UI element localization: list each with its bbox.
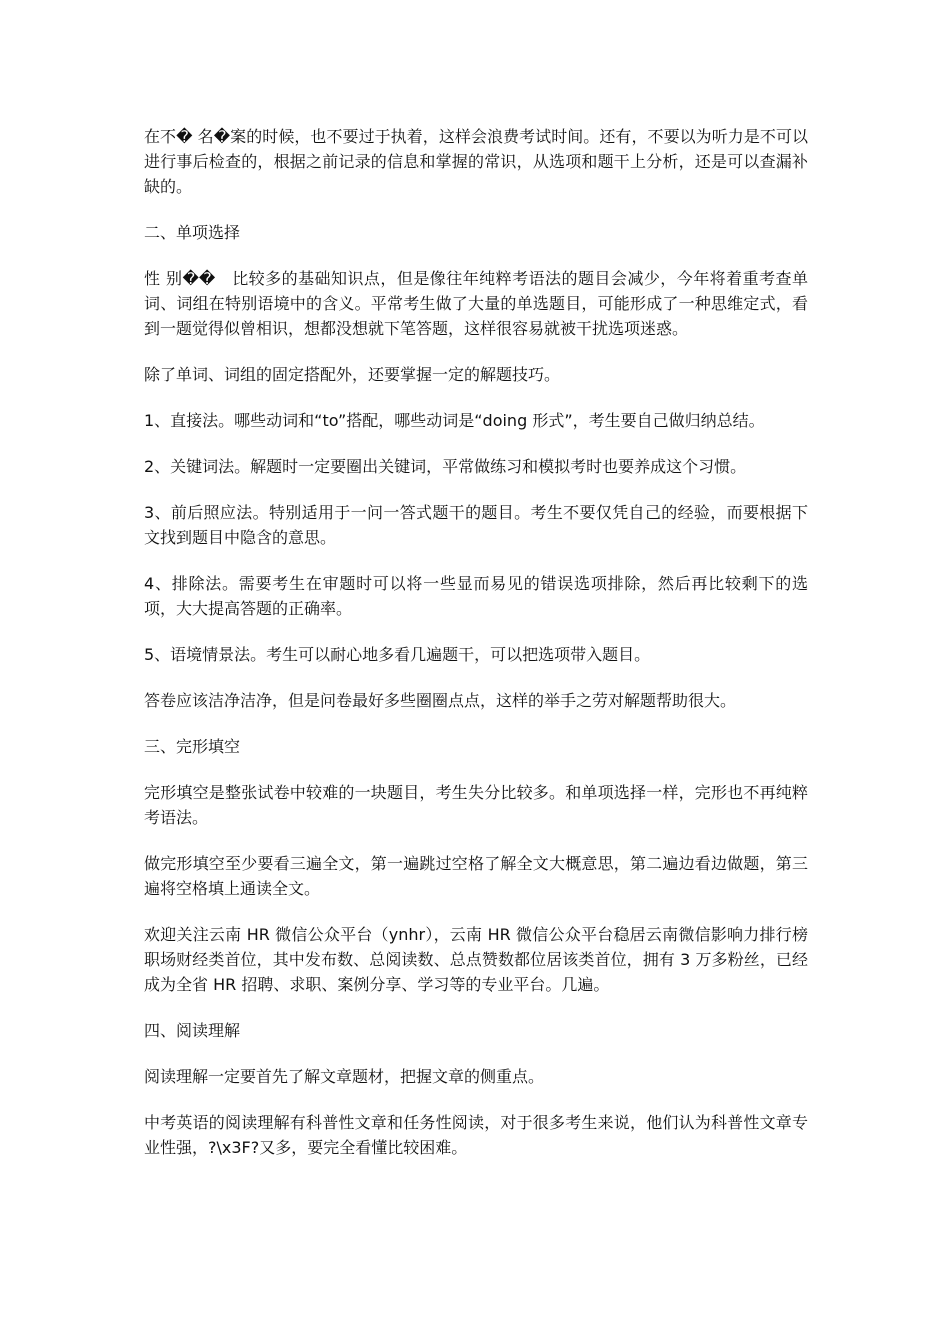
document-page xyxy=(144,124,808,1181)
paragraph-cloze-intro: 完形填空是整张试卷中较难的一块题目，考生失分比较多。和单项选择一样，完形也不再纯粹考语法。 xyxy=(144,783,808,827)
paragraph-technique-5: 5、语境情景法。考生可以耐心地多看几遍题干，可以把选项带入题目。 xyxy=(144,645,651,664)
paragraph-answer-sheet-tip: 答卷应该洁净洁净，但是问卷最好多些圈圈点点，这样的举手之劳对解题帮助很大。 xyxy=(144,691,737,710)
heading-single-choice: 二、单项选择 xyxy=(144,223,241,242)
paragraph-technique-3: 3、前后照应法。特别适用于一问一答式题干的题目。考生不要仅凭自己的经验，而要根据下文找到题目中隐含的意思。 xyxy=(144,503,808,547)
paragraph-technique-2: 2、关键词法。解题时一定要圈出关键词，平常做练习和模拟考时也要养成这个习惯。 xyxy=(144,457,747,476)
paragraph-reading-types: 中考英语的阅读理解有科普性文章和任务性阅读，对于很多考生来说，他们认为科普性文章专业性强，?\x3F?又多，要完全看懂比较困难。 xyxy=(144,1113,808,1157)
paragraph-listening-check: 在不� 名�案的时候，也不要过于执着，这样会浪费考试时间。还有，不要以为听力是不可以进行事后检查的，根据之前记录的信息和掌握的常识，从选项和题干上分析，还是可以查漏补缺的。 xyxy=(144,127,808,196)
paragraph-technique-1: 1、直接法。哪些动词和“to”搭配，哪些动词是“doing 形式”，考生要自己做归纳总结。 xyxy=(144,411,765,430)
paragraph-single-choice-intro: 性 别�� 比较多的基础知识点，但是像往年纯粹考语法的题目会减少，今年将着重考查单词、词组在特别语境中的含义。平常考生做了大量的单选题目，可能形成了一种思维定式，看到一题觉得似曾相识，想都没想就下笔答题，这样很容易就被干扰选项迷惑。 xyxy=(144,269,808,338)
paragraph-technique-4: 4、排除法。需要考生在审题时可以将一些显而易见的错误选项排除，然后再比较剩下的选项，大大提高答题的正确率。 xyxy=(144,574,808,618)
paragraph-ynhr-promo: 欢迎关注云南 HR 微信公众平台（ynhr），云南 HR 微信公众平台稳居云南微信影响力排行榜职场财经类首位，其中发布数、总阅读数、总点赞数都位居该类首位，拥有 3 万多粉丝，已经成为全省 HR 招聘、求职、案例分享、学习等的专业平台。几遍。 xyxy=(144,925,808,994)
heading-reading: 四、阅读理解 xyxy=(144,1021,241,1040)
paragraph-reading-intro: 阅读理解一定要首先了解文章题材，把握文章的侧重点。 xyxy=(144,1067,545,1086)
heading-cloze: 三、完形填空 xyxy=(144,737,241,756)
paragraph-cloze-method: 做完形填空至少要看三遍全文，第一遍跳过空格了解全文大概意思，第二遍边看边做题，第三遍将空格填上通读全文。 xyxy=(144,854,808,898)
paragraph-techniques-intro: 除了单词、词组的固定搭配外，还要掌握一定的解题技巧。 xyxy=(144,365,561,384)
